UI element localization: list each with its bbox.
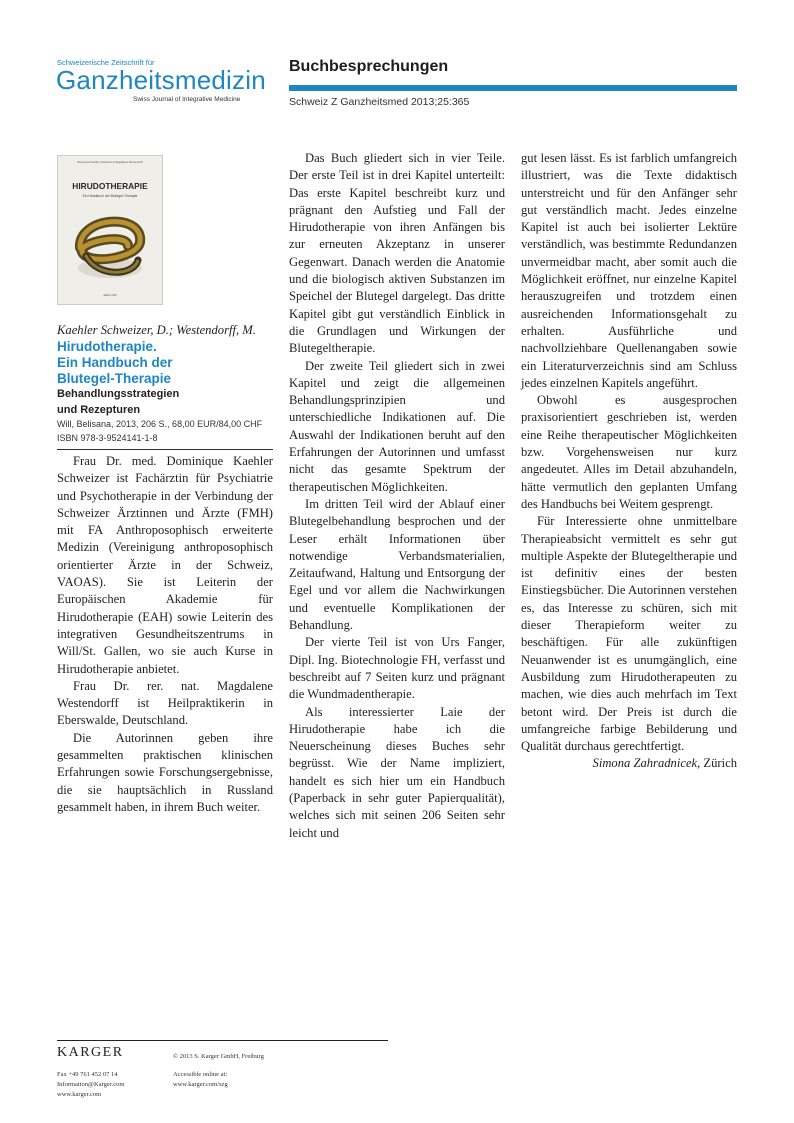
journal-subtitle: Schweizerische Zeitschrift für: [57, 58, 155, 67]
column-1: [57, 322, 273, 816]
review-paragraph: Frau Dr. med. Dominique Kaehler Schweizer ist Fachärztin für Psychiatrie und Psychotherapie in der Verbindung der Schweizer Ärztinnen und Ärzte (FMH) mit FA Anthroposophisch erweiterte Medizin (Vereinigung anthroposophisch orientierter Ärzte in der Schweiz, VAOAS). Sie ist Leiterin der Europäischen Akademie für Hirudotherapie (EAH) sowie Leiterin des integrativen Gesundheitszentrums in Will/St. Gallen, wo sie auch Kurse in Hirudotherapie anbietet.: [57, 454, 273, 676]
journal-title: Ganzheitsmedizin: [56, 65, 266, 95]
cover-top-text: Dominique Kaehler Schweizer & Magdalene Westendorff: [77, 161, 143, 164]
review-paragraph: Die Autorinnen geben ihre gesammelten praktischen klinischen Erfahrungen sowie Forschungsergebnisse, die sie hauptsächlich in Russland gesammelt haben, in ihrem Buch weiter.: [57, 730, 273, 814]
book-cover-image: [57, 155, 163, 305]
section-title: Buchbesprechungen: [289, 58, 449, 75]
karger-logo: KARGER: [57, 1045, 124, 1060]
copyright-notice: © 2013 S. Karger GmbH, Freiburg: [173, 1053, 264, 1060]
publisher-fax: Fax +49 761 452 07 14: [57, 1071, 118, 1078]
book-title-line-2: Ein Handbuch der: [57, 355, 173, 370]
book-isbn: ISBN 978-3-9524141-1-8: [57, 432, 158, 443]
cover-title: HIRUDOTHERAPIE: [72, 181, 148, 191]
publisher-email[interactable]: Information@Karger.com: [57, 1081, 125, 1088]
reviewer-place: , Zürich: [697, 756, 737, 771]
cover-publisher: Edition Will: [103, 294, 117, 297]
divider: [57, 449, 273, 450]
publisher-website[interactable]: www.karger.com: [57, 1091, 102, 1098]
citation-line: Schweiz Z Ganzheitsmed 2013;25:365: [289, 96, 470, 108]
book-authors: Kaehler Schweizer, D.; Westendorff, M.: [57, 323, 256, 337]
online-access-label: Accessible online at:: [173, 1071, 228, 1078]
review-paragraph: Obwohl es ausgesprochen praxisorientiert geschrieben ist, werden eine Reihe therapeutischer Möglichkeiten bzw. Vorgehensweisen nur kurz angedeutet. Alles im Detail abzuhandeln, hätte vermutlich den geplanten Umfang des Handbuchs bei Weitem gesprengt.: [521, 393, 737, 511]
review-paragraph: gut lesen lässt. Es ist farblich umfangreich illustriert, was die Texte didaktisch unterstreicht und für den Anfänger sehr gut verständlich macht. Jedes einzelne Kapitel ist auch bei isolierter Lektüre verständlich, was bestimmte Redundanzen unvermeidbar macht, aber somit auch die Möglichkeit eröffnet, nur einzelne Kapitel herauszugreifen und trotzdem einen ausreichenden Informationsgehalt zu erhalten. Ausführliche und nachvollziehbare Quellenangaben sowie ein Literaturverzeichnis sind am Schluss jedes einzelnen Kapitels angeführt.: [521, 151, 737, 390]
journal-english-title: Swiss Journal of Integrative Medicine: [133, 96, 241, 103]
publisher-contact: [57, 1070, 124, 1100]
reviewer-signature: [521, 755, 737, 772]
book-subtitle-line-2: und Rezepturen: [57, 403, 141, 416]
reviewer-name: Simona Zahradnicek: [592, 756, 698, 771]
review-paragraph: Im dritten Teil wird der Ablauf einer Blutegelbehandlung besprochen und der Leser erhält Informationen über notwendige Verbandsmaterialien, Zeitaufwand, Haltung und Entsorgung der Egel und vor allem die Nachwirkungen und eventuelle Komplikationen der Behandlung.: [289, 496, 505, 633]
review-paragraph: Der zweite Teil gliedert sich in zwei Kapitel und zeigt die allgemeinen Behandlungsprinzipien und unterschiedliche Indikationen auf. Die Auswahl der Indikationen beruht auf den Erfahrungen der Autorinnen und umfasst nicht das gesamte Spektrum der therapeutischen Möglichkeiten.: [289, 358, 505, 494]
cover-subtitle: Ein Handbuch der Blutegel-Therapie: [82, 194, 138, 198]
review-paragraph: Das Buch gliedert sich in vier Teile. Der erste Teil ist in drei Kapitel unterteilt: Das erste Kapitel beschreibt kurz und prägnant den Aufstieg und Fall der Hirudotherapie von ihren Anfängen bis zur erneuten Akzeptanz in unserer Gegenwart. Danach werden die Anatomie und die biologisch aktiven Substanzen im Speichel der Blutegel dargelegt. Das dritte Kapitel gibt gut verständlich Einblick in die Grundlagen und Wirkungen der Blutegeltherapie.: [289, 151, 505, 356]
review-paragraph: Für Interessierte ohne unmittelbare Therapieabsicht vermittelt es sehr gut multiple Aspekte der Blutegeltherapie und ist definitiv eines der besten Einstiegsbücher. Die Autorinnen verstehen es, das Interesse zu schüren, sich mit dieser Therapieform weiter zu beschäftigen. Für alle zukünftigen Neuanwender ist es unumgänglich, eine Ausbildung zum Hirudotherapeuten zu machen, wie dies auch mehrfach im Text betont wird. Der Preis ist durch die umfangreiche farbige Bebilderung und Qualität durchaus gerechtfertigt.: [521, 514, 737, 754]
footer-rule: [57, 1040, 388, 1041]
book-title-line-3: Blutegel-Therapie: [57, 371, 172, 386]
book-subtitle-line-1: Behandlungsstrategien: [57, 388, 180, 400]
book-publication-info: Will, Belisana, 2013, 206 S., 68,00 EUR/84,00 CHF: [57, 419, 263, 429]
review-paragraph: Als interessierter Laie der Hirudotherapie habe ich die Neuerscheinung dieses Buches sehr begrüsst. Wie der Name impliziert, handelt es sich hier um ein Handbuch (Paperback in sehr guter Papierqualität), welches sich mit seinen 206 Seiten sehr leicht und: [289, 704, 505, 840]
review-paragraph: Der vierte Teil ist von Urs Fanger, Dipl. Ing. Biotechnologie FH, verfasst und beschreibt auf 7 Seiten kurz und prägnant die Wundmadentherapie.: [289, 635, 505, 702]
review-paragraph: Frau Dr. rer. nat. Magdalene Westendorff ist Heilpraktikerin in Eberswalde, Deutschland.: [57, 678, 273, 728]
column-2: [289, 150, 505, 842]
online-access-url[interactable]: www.karger.com/szg: [173, 1081, 228, 1088]
header-accent-bar: [289, 85, 737, 91]
column-3: [521, 150, 737, 773]
online-access: [173, 1070, 228, 1090]
book-title-line-1: Hirudotherapie.: [57, 339, 157, 354]
